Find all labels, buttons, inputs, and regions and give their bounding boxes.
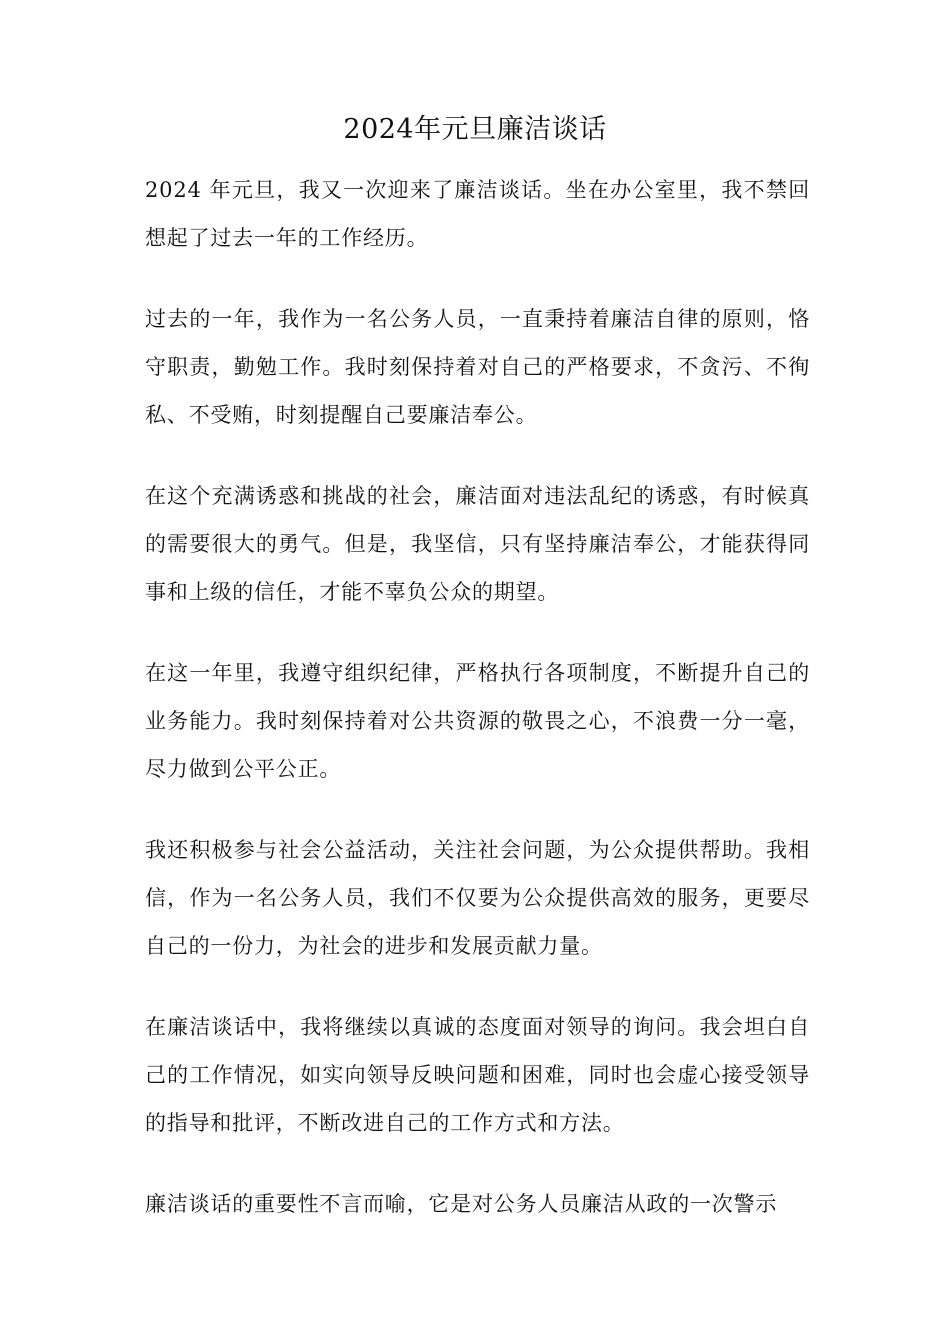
paragraph-7: 廉洁谈话的重要性不言而喻，它是对公务人员廉洁从政的一次警示 [145, 1192, 778, 1216]
paragraph-1: 2024 年元旦，我又一次迎来了廉洁谈话。坐在办公室里，我不禁回想起了过去一年的工作经历。 [145, 178, 810, 250]
document-body [145, 166, 810, 1261]
paragraph-4: 在这一年里，我遵守组织纪律，严格执行各项制度，不断提升自己的业务能力。我时刻保持着对公共资源的敬畏之心，不浪费一分一毫，尽力做到公平公正。 [145, 661, 810, 781]
document-title: 2024年元旦廉洁谈话 [343, 114, 607, 145]
paragraph-6: 在廉洁谈话中，我将继续以真诚的态度面对领导的询问。我会坦白自己的工作情况，如实向领导反映问题和困难，同时也会虚心接受领导的指导和批评，不断改进自己的工作方式和方法。 [145, 1015, 810, 1135]
paragraph-2: 过去的一年，我作为一名公务人员，一直秉持着廉洁自律的原则，恪守职责，勤勉工作。我时刻保持着对自己的严格要求，不贪污、不徇私、不受贿，时刻提醒自己要廉洁奉公。 [145, 307, 810, 427]
paragraph-5: 我还积极参与社会公益活动，关注社会问题，为公众提供帮助。我相信，作为一名公务人员，我们不仅要为公众提供高效的服务，更要尽自己的一份力，为社会的进步和发展贡献力量。 [145, 838, 810, 958]
paragraph-3: 在这个充满诱惑和挑战的社会，廉洁面对违法乱纪的诱惑，有时候真的需要很大的勇气。但是，我坚信，只有坚持廉洁奉公，才能获得同事和上级的信任，才能不辜负公众的期望。 [145, 484, 810, 604]
